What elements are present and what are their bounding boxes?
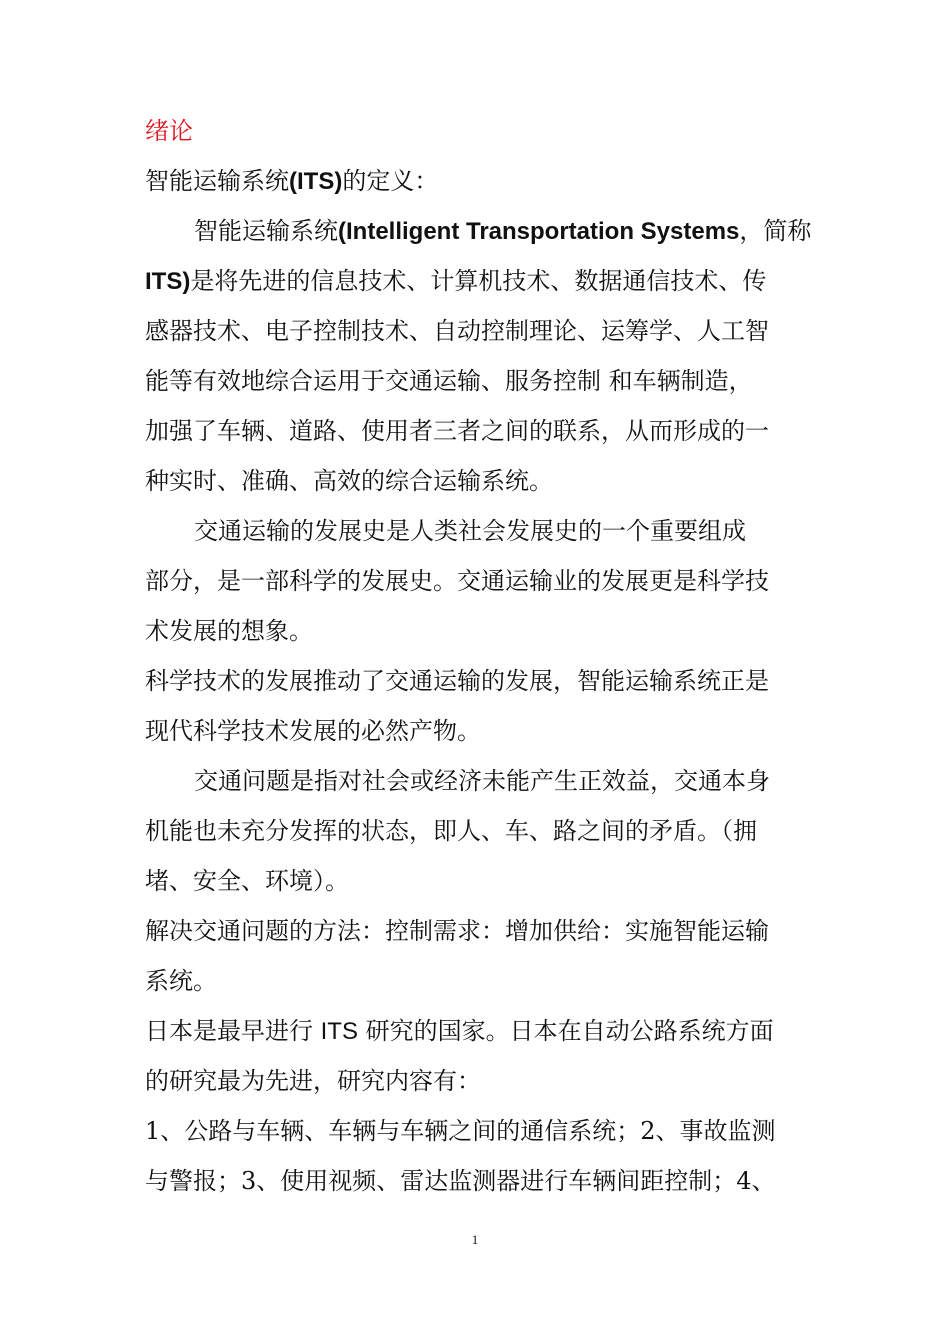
paragraph-7-line-2: 与警报；3、使用视频、雷达监测器进行车辆间距控制；4、 bbox=[145, 1167, 776, 1195]
paragraph-1-line-3: 感器技术、电子控制技术、自动控制理论、运筹学、人工智 bbox=[145, 317, 769, 345]
paragraph-2-line-1: 交通运输的发展史是人类社会发展史的一个重要组成 bbox=[194, 517, 746, 545]
paragraph-1-line-4: 能等有效地综合运用于交通运输、服务控制 和车辆制造， bbox=[145, 367, 753, 395]
english-term: (Intelligent Transportation Systems bbox=[338, 218, 740, 245]
section-heading: 绪论 bbox=[145, 117, 193, 145]
paragraph-2-line-3: 术发展的想象。 bbox=[145, 617, 313, 645]
subheading bbox=[145, 164, 835, 198]
paragraph-1-line-6: 种实时、准确、高效的综合运输系统。 bbox=[145, 467, 553, 495]
english-term: ITS bbox=[320, 1018, 358, 1045]
paragraph-4-line-3: 堵、安全、环境）。 bbox=[145, 867, 349, 895]
paragraph-3-line-1: 科学技术的发展推动了交通运输的发展，智能运输系统正是 bbox=[145, 667, 769, 695]
paragraph-1-line-1 bbox=[194, 214, 834, 248]
paragraph-4-line-1: 交通问题是指对社会或经济未能产生正效益，交通本身 bbox=[194, 767, 770, 795]
english-term: ITS) bbox=[145, 268, 191, 295]
paragraph-7-line-1: 1、公路与车辆、车辆与车辆之间的通信系统；2、事故监测 bbox=[145, 1117, 776, 1145]
paragraph-5-line-1: 解决交通问题的方法：控制需求：增加供给：实施智能运输 bbox=[145, 917, 769, 945]
paragraph-6-line-1 bbox=[145, 1014, 835, 1048]
paragraph-4-line-2: 机能也未充分发挥的状态，即人、车、路之间的矛盾。（拥 bbox=[145, 817, 757, 845]
page-number: 1 bbox=[471, 1232, 479, 1247]
paragraph-3-line-2: 现代科学技术发展的必然产物。 bbox=[145, 717, 481, 745]
paragraph-6-line-2: 的研究最为先进，研究内容有： bbox=[145, 1067, 481, 1095]
subheading-text: 智能运输系统 bbox=[145, 167, 289, 195]
text-span: 智能运输系统 bbox=[194, 217, 338, 245]
text-span: 日本是最早进行 bbox=[145, 1017, 321, 1045]
text-span: ，简称 bbox=[739, 217, 812, 245]
subheading-suffix: 的定义： bbox=[342, 167, 439, 195]
paragraph-2-line-2: 部分，是一部科学的发展史。交通运输业的发展更是科学技 bbox=[145, 567, 769, 595]
paragraph-1-line-5: 加强了车辆、道路、使用者三者之间的联系，从而形成的一 bbox=[145, 417, 769, 445]
text-span: 研究的国家。日本在自动公路系统方面 bbox=[357, 1017, 774, 1045]
text-span: 是将先进的信息技术、计算机技术、数据通信技术、传 bbox=[190, 267, 767, 295]
subheading-abbrev: (ITS) bbox=[289, 168, 343, 195]
paragraph-5-line-2: 系统。 bbox=[145, 967, 217, 995]
paragraph-1-line-2 bbox=[145, 264, 835, 298]
